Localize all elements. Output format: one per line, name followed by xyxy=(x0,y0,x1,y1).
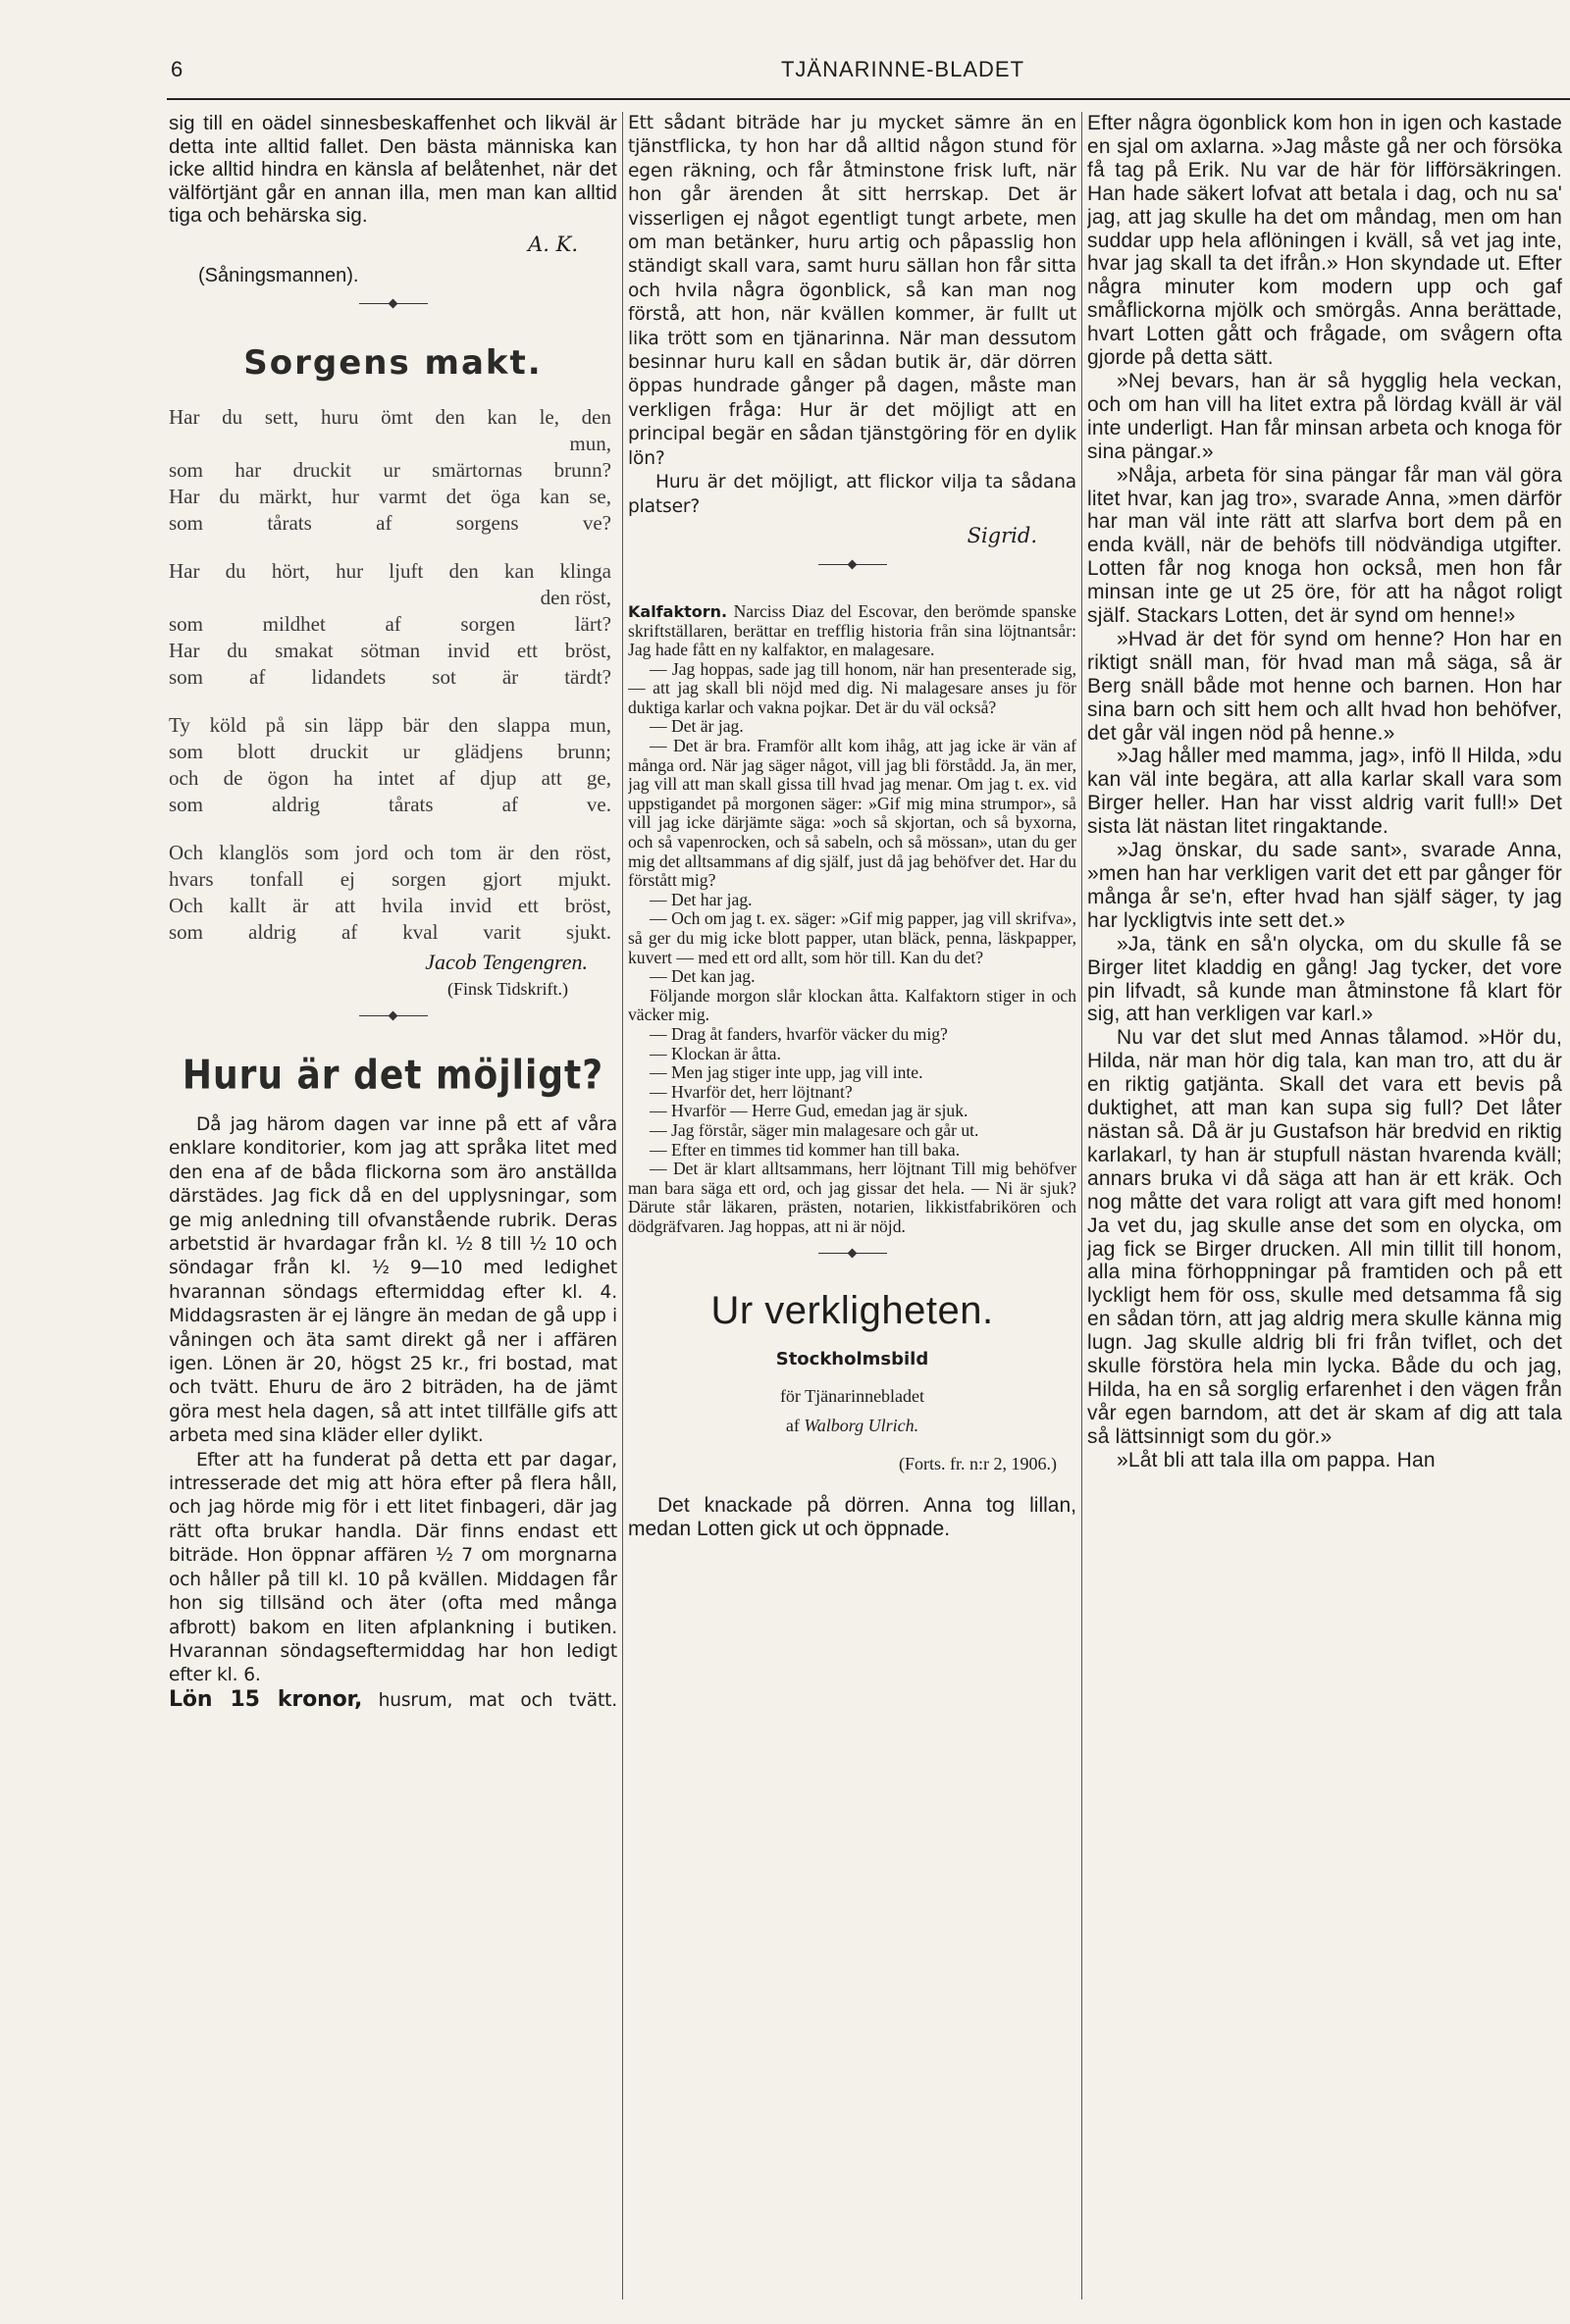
serial-paragraph: »Ja, tänk en så'n olycka, om du skulle få se Birger litet kladdig en gång! Jag tycker, det vore pin lifvadt, så kunde man åtminstone få klart för sig, att han verkligen var karl.» xyxy=(1087,932,1562,1026)
header-rule xyxy=(167,98,1570,100)
kalfaktorn-paragraph: — Det är jag. xyxy=(650,716,744,737)
poem-line: som mildhet af sorgen lärt? xyxy=(169,611,611,636)
serial-paragraph: »Jag önskar, du sade sant», svarade Anna, »men han har verkligen varit det ett par gånger för många år se'n, efter hvad han själf säger, ty jag har lyckligtvis inte sett det.» xyxy=(1087,839,1562,932)
article-continuation: Huru är det möjligt, att flickor vilja ta sådana platser? xyxy=(628,472,1076,517)
article-signature: Sigrid. xyxy=(967,523,1037,547)
poem-stanza-break xyxy=(169,537,611,558)
poem-line: som aldrig af kval varit sjukt. xyxy=(169,919,611,944)
poem-line: den röst, xyxy=(540,585,611,609)
serial-continued: (Forts. fr. n:r 2, 1906.) xyxy=(899,1453,1057,1473)
poem-line: Har du smakat sötman invid ett bröst, xyxy=(169,638,611,662)
intro-paragraph: sig till en oädel sinnesbeskaffenhet och likväl är detta inte alltid fallet. Den bästa människa kan icke alltid hindra en känsla af belåtenhet, när det välförtjänt går en annan illa, men man kan alltid tiga och behärska sig. xyxy=(169,112,617,228)
article-last-line xyxy=(169,1688,617,1713)
poem xyxy=(169,404,617,946)
intro-source: (Såningsmannen). xyxy=(198,264,359,286)
kalfaktorn-paragraph: Följande morgon slår klockan åtta. Kalfaktorn stiger in och väcker mig. xyxy=(628,985,1076,1025)
column-left xyxy=(169,112,617,2309)
poem-line: Har du märkt, hur varmt det öga kan se, xyxy=(169,484,611,508)
column-divider xyxy=(1081,112,1082,2299)
poem-line: hvars tonfall ej sorgen gjort mjukt. xyxy=(169,866,611,891)
page-number: 6 xyxy=(171,57,183,81)
kalfaktorn-paragraph: — Det har jag. xyxy=(650,889,753,909)
serial-paragraph: »Nej bevars, han är så hygglig hela veckan, och om han vill ha litet extra på lördag kväll är väl inte underligt. Han får minsan arbeta och knoga för sina pängar.» xyxy=(1087,369,1562,463)
poem-line: Ty köld på sin läpp bär den slappa mun, xyxy=(169,712,611,737)
column-middle xyxy=(628,112,1076,2309)
serial-byline xyxy=(628,1411,1076,1440)
article-wage-highlight: Lön 15 kronor, xyxy=(169,1686,363,1712)
serial-author: Walborg Ulrich. xyxy=(804,1415,919,1435)
poem-line: Har du hört, hur ljuft den kan klinga xyxy=(169,558,611,583)
article-title: Huru är det möjligt? xyxy=(182,1052,604,1100)
serial-for: för Tjänarinnebladet xyxy=(779,1385,925,1406)
poem-source: (Finsk Tidskrift.) xyxy=(446,978,568,999)
kalfaktorn-paragraph: — Efter en timmes tid kommer han till baka. xyxy=(650,1139,961,1160)
serial-continuation xyxy=(1087,112,1562,1472)
serial-subtitle: Stockholmsbild xyxy=(775,1348,929,1369)
column-divider xyxy=(622,112,623,2299)
section-divider xyxy=(359,303,428,304)
column-right xyxy=(1087,112,1562,2309)
masthead-title: TJÄNARINNE-BLADET xyxy=(780,57,1025,81)
poem-title: Sorgens makt. xyxy=(243,342,543,383)
kalfaktorn-story xyxy=(628,602,1076,1237)
serial-paragraph: »Nåja, arbeta för sina pängar får man väl göra litet hvar, kan jag tro», svarade Anna, »men därför har man väl inte rätt att slarfva bort dem på en enda kväll, när de behöfs till nödvändiga utgifter. Lotten får nog knoga hon också, men hon får minsan inte ge ut 25 öre, för att ha något roligt själf. Stackars Lotten, det är synd om henne!» xyxy=(1087,463,1562,628)
section-divider xyxy=(818,564,887,565)
poem-line: som blott druckit ur glädjens brunn; xyxy=(169,739,611,763)
kalfaktorn-paragraph: — Klockan är åtta. xyxy=(650,1043,781,1063)
serial-paragraph: »Låt bli att tala illa om pappa. Han xyxy=(1117,1448,1436,1472)
poem-line: Har du sett, huru ömt den kan le, den xyxy=(169,404,611,429)
kalfaktorn-intro: Narciss Diaz del Escovar, den berömde spanske skriftställaren, berättar en trefflig historia från sina löjtnantsår: Jag hade fått en ny kalfaktor, en malagesare. xyxy=(628,600,1076,660)
poem-line: som har druckit ur smärtornas brunn? xyxy=(169,457,611,482)
article-paragraph: Då jag härom dagen var inne på ett af våra enklare konditorier, kom jag att språka litet med den ena af de båda flickorna som äro anställda därstädes. Jag fick då en del upplysningar, som ge mig anledning till ofvanstående rubrik. Deras arbetstid är hvardagar från kl. ½ 8 till ½ 10 och söndagar från kl. ½ 9—10 med ledighet hvarannan söndags eftermiddag efter kl. 4. Middagsrasten är ej längre än medan de gå upp i våningen och äta samt direkt gå ner i affären igen. Lönen är 20, högst 25 kr., fri bostad, mat och tvätt. Ehuru de äro 2 biträden, ha de jämt göra mest hela dagen, så att intet tillfälle gifs att arbeta med sina kläder eller dylikt. xyxy=(169,1113,617,1447)
kalfaktorn-paragraph: — Jag hoppas, sade jag till honom, när han presenterade sig, — att jag skall bli nöjd med dig. Ni malagesare anses ju för duktiga karlar och vakna pojkar. Det är du väl också? xyxy=(628,658,1076,717)
kalfaktorn-heading: Kalfaktorn. xyxy=(628,601,728,621)
kalfaktorn-paragraph: — Det kan jag. xyxy=(650,966,756,987)
kalfaktorn-paragraph: — Drag åt fanders, hvarför väcker du mig? xyxy=(650,1023,948,1044)
kalfaktorn-paragraph: — Det är bra. Framför allt kom ihåg, att jag icke är vän af många ord. När jag säger något, vill jag bli förstådd. Ja, än mer, jag vill att man skall gissa till hvad jag menar. Om jag t. ex. vid uppstigandet på morgonen säger: »Gif mig mina strumpor», så vill jag icke därjämte säga: »och så skjortan, och så byxorna, och så vapenrocken, och så sabeln, och så mössan», utan du ger mig det alltsammans af dig själf, just då jag behöfver det. Har du förstått mig? xyxy=(628,736,1076,891)
kalfaktorn-paragraph: — Det är klart alltsammans, herr löjtnant Till mig behöfver man bara säga ett ord, och jag gissar det hela. — Ni är sjuk? Därute står läkaren, prästen, notarien, likkistfabrikören och dödgräfvaren. Jag hoppas, att ni är nöjd. xyxy=(628,1159,1076,1236)
serial-byline-af: af xyxy=(785,1415,800,1435)
poem-line: som af lidandets sot är tärdt? xyxy=(169,664,611,689)
poem-line: mun, xyxy=(569,431,611,455)
kalfaktorn-paragraph: — Hvarför — Herre Gud, emedan jag är sjuk. xyxy=(650,1101,968,1121)
kalfaktorn-paragraph: — Hvarför det, herr löjtnant? xyxy=(650,1081,853,1102)
kalfaktorn-first-paragraph xyxy=(628,602,1076,660)
kalfaktorn-paragraph: — Jag förstår, säger min malagesare och går ut. xyxy=(650,1119,979,1140)
article-last-line-rest: husrum, mat och tvätt. xyxy=(362,1689,617,1711)
poem-stanza-break xyxy=(169,818,611,840)
serial-paragraph: Nu var det slut med Annas tålamod. »Hör du, Hilda, när man hör dig tala, kan man tro, att du är en riktig gatjänta. Skall det vara ett bevis på duktighet, att man kan supa sig full? Det låter nästan så. Då är ju Gustafson här bredvid en riktig karlakarl, ty han är stupfull nästan hvarenda kväll; annars bruka vi då säga att han är ett kräk. Och nog måtte det vara roligt att vara gift med honom! Ja vet du, jag skulle anse det som en olycka, om jag fick se Birger drucken. All min tillit till honom, alla mina förhoppningar på framtiden och på ett lyckligt hem för oss, skulle med detsamma få sig en sådan törn, att jag aldrig mera skulle känna mig lugn. Jag skulle aldrig bli fri från tviflet, och det skulle förstöra hela min lycka. Både du och jag, Hilda, ha en så sorglig erfarenhet i den vägen från vår egen barndom, att det är skam af dig att tala så lättsinnigt som du gör.» xyxy=(1087,1026,1562,1448)
poem-line: Och klanglös som jord och tom är den röst, xyxy=(169,840,611,864)
poem-stanza-break xyxy=(169,691,611,712)
serial-paragraph: Efter några ögonblick kom hon in igen och kastade en sjal om axlarna. »Jag måste gå ner och försöka få tag på Erik. Nu var de här för lifförsäkringen. Han hade säkert lofvat att betala i dag, och nu sa' jag, att jag skulle ha det om måndag, men om han suddar upp hela aflöningen i kväll, så vet jag inte, hvar jag skall ta det ifrån.» Hon skyndade ut. Efter några minuter kom modern upp och gaf småflickorna mjölk och smörgås. Anna berättade, hvart Lotten gått och frågade, om svågern ofta gjorde på detta sätt. xyxy=(1087,112,1562,370)
kalfaktorn-paragraph: — Och om jag t. ex. säger: »Gif mig papper, jag vill skrifva», så ger du mig icke blott papper, utan bläck, penna, läskpapper, kuvert — med ett ord allt, som hör till. Kan du det? xyxy=(628,908,1076,967)
section-divider xyxy=(818,1253,887,1254)
poem-author: Jacob Tengengren. xyxy=(425,949,588,974)
kalfaktorn-paragraph: — Men jag stiger inte upp, jag vill inte. xyxy=(650,1062,923,1083)
serial-paragraph: »Hvad är det för synd om henne? Hon har en riktigt snäll man, för hvad man må säga, så är Berg snäll både mot henne och barnen. Hon har sina barn och sitt hem och allt hvad hon behöfver, det går väl ingen nöd på henne.» xyxy=(1087,627,1562,745)
poem-line: och de ögon ha intet af djup att ge, xyxy=(169,765,611,790)
page-header xyxy=(167,53,1570,92)
article-continuation: Ett sådant biträde har ju mycket sämre än en tjänstflicka, ty hon har då alltid någon stund för egen räkning, och får åtminstone frisk luft, när hon går ärenden åt sitt herrskap. Det är visserligen ej något egentligt tungt arbete, men om man betänker, huru artig och påpasslig hon ständigt skall vara, samt huru sällan hon får sitta och hvila några ögonblick, så kan man nog förstå, att hon, när kvällen kommer, är fullt ut lika trött som en tjänarinna. När man dessutom besinnar huru kall en sådan butik är, där dörren öppas hundrade gånger på dagen, måste man verkligen fråga: Hur är det möjligt att en principal begär en sådan tjänstgöring för en dylik lön? xyxy=(628,113,1076,469)
serial-title: Ur verkligheten. xyxy=(710,1288,994,1332)
poem-line: Och kallt är att hvila invid ett bröst, xyxy=(169,893,611,917)
intro-signature: A. K. xyxy=(528,232,578,256)
poem-line: som aldrig tårats af ve. xyxy=(169,792,611,816)
serial-lead-paragraph: Det knackade på dörren. Anna tog lillan, medan Lotten gick ut och öppnade. xyxy=(628,1493,1076,1540)
serial-paragraph: »Jag håller med mamma, jag», infö ll Hilda, »du kan väl inte begära, att alla karlar skall vara som Birger heller. Han har visst aldrig varit full!» Det sista lät nästan litet ringaktande. xyxy=(1087,745,1562,839)
article-paragraph: Efter att ha funderat på detta ett par dagar, intresserade det mig att höra efter på flera håll, och jag hörde mig för i ett litet finbageri, där jag rätt ofta brukar handla. Där finns endast ett biträde. Hon öppnar affären ½ 7 om morgnarna och håller på till kl. 10 på kvällen. Middagen får hon sig tillsänd och äter (ofta med många afbrott) bakom en liten afplankning i butiken. Hvarannan söndagseftermiddag har hon ledigt efter kl. 6. xyxy=(169,1449,617,1686)
section-divider xyxy=(359,1015,428,1016)
poem-line: som tårats af sorgens ve? xyxy=(169,510,611,535)
